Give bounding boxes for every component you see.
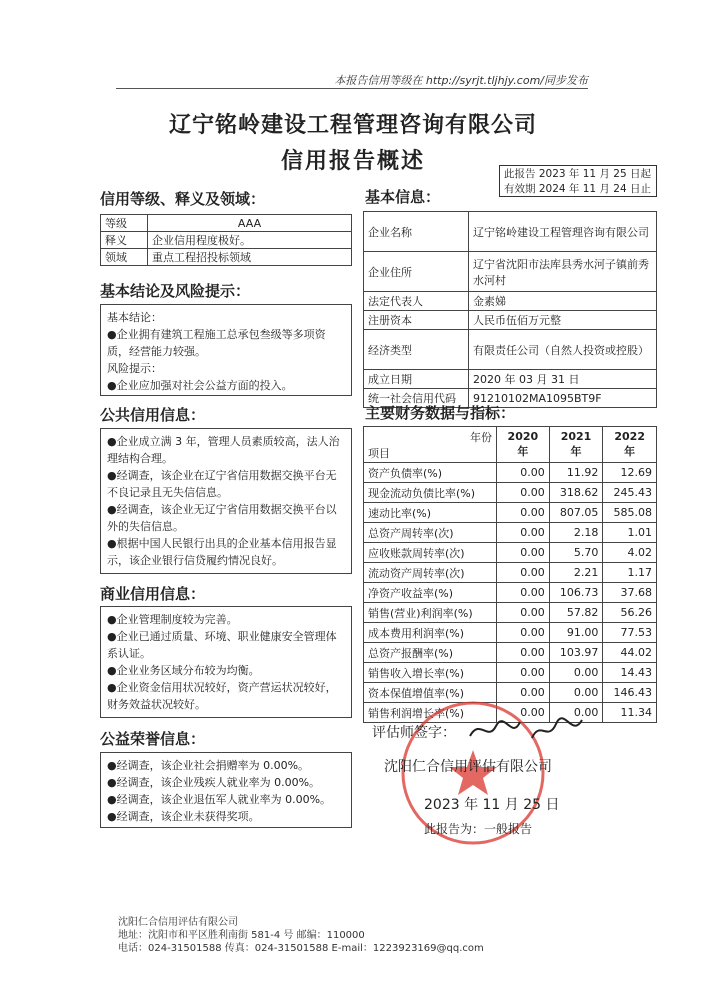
info-label: 经济类型 (364, 330, 469, 370)
business-credit-item: ●企业资金信用状况较好，资产营运状况较好，财务效益状况较好。 (107, 681, 337, 711)
validity-start: 此报告 2023 年 11 月 25 日起 (504, 168, 651, 180)
rating-label: 释义 (101, 232, 148, 249)
public-honor-box (100, 752, 352, 828)
footer-address: 地址：沈阳市和平区胜利南街 581-4 号 邮编：110000 (118, 930, 365, 941)
financial-value: 12.69 (603, 463, 657, 483)
financial-row (364, 503, 657, 523)
evaluator-signature (466, 712, 586, 748)
conclusion-line: 风险提示： (107, 362, 162, 375)
info-value: 辽宁铭岭建设工程管理咨询有限公司 (469, 212, 657, 252)
public-honor-item: ●经调查，该企业退伍军人就业率为 0.00%。 (107, 793, 332, 806)
financial-row (364, 563, 657, 583)
financial-value: 0.00 (497, 643, 550, 663)
rating-value: AAA (148, 215, 352, 232)
financial-item: 成本费用利润率(%) (364, 623, 497, 643)
evaluator-label: 评估师签字： (372, 725, 456, 741)
year-header: 2020 年 (497, 427, 550, 463)
signature-stroke (470, 718, 582, 738)
financial-item: 销售收入增长率(%) (364, 663, 497, 683)
conclusion-line: ●企业拥有建筑工程施工总承包叁级等多项资质，经营能力较强。 (107, 328, 326, 358)
financial-value: 57.82 (549, 603, 603, 623)
financial-corner (364, 427, 497, 463)
conclusion-heading: 基本结论及风险提示： (100, 282, 251, 300)
footer-company: 沈阳仁合信用评估有限公司 (118, 917, 238, 928)
financial-row (364, 623, 657, 643)
year-header: 2022 年 (603, 427, 657, 463)
financial-item: 现金流动负债比率(%) (364, 483, 497, 503)
financial-value: 5.70 (549, 543, 603, 563)
financial-row (364, 583, 657, 603)
financial-row (364, 463, 657, 483)
public-credit-heading: 公共信用信息： (100, 406, 206, 424)
financial-item: 应收账款周转率(次) (364, 543, 497, 563)
corner-year: 年份 (470, 430, 492, 444)
public-honor-item: ●经调查，该企业残疾人就业率为 0.00%。 (107, 776, 321, 789)
conclusion-line: ●企业应加强对社会公益方面的投入。 (107, 379, 293, 392)
financial-row (364, 543, 657, 563)
rating-value: 重点工程招投标领域 (148, 249, 352, 266)
financial-value: 37.68 (603, 583, 657, 603)
info-value: 2020 年 03 月 31 日 (469, 370, 657, 389)
public-credit-item: ●经调查，该企业无辽宁省信用数据交换平台以外的失信信息。 (107, 503, 337, 533)
public-credit-item: ●经调查，该企业在辽宁省信用数据交换平台无不良记录且无失信信息。 (107, 469, 337, 499)
financial-value: 0.00 (549, 683, 603, 703)
info-value: 金素娣 (469, 292, 657, 311)
report-date: 2023 年 11 月 25 日 (424, 797, 560, 813)
financial-heading: 主要财务数据与指标： (365, 404, 516, 422)
financial-item: 销售(营业)利润率(%) (364, 603, 497, 623)
year-header: 2021 年 (549, 427, 603, 463)
validity-box (499, 165, 657, 197)
financial-value: 0.00 (497, 663, 550, 683)
business-credit-heading: 商业信用信息： (100, 585, 206, 603)
financial-value: 0.00 (497, 623, 550, 643)
financial-value: 11.92 (549, 463, 603, 483)
info-label: 法定代表人 (364, 292, 469, 311)
financial-value: 0.00 (497, 603, 550, 623)
rating-company: 沈阳仁合信用评估有限公司 (384, 759, 552, 775)
financial-item: 销售利润增长率(%) (364, 703, 497, 723)
financial-row (364, 523, 657, 543)
financial-row (364, 643, 657, 663)
financial-value: 0.00 (497, 683, 550, 703)
financial-value: 0.00 (497, 483, 550, 503)
financial-value: 103.97 (549, 643, 603, 663)
public-credit-item: ●企业成立满 3 年，管理人员素质较高，法人治理结构合理。 (107, 435, 340, 465)
financial-value: 0.00 (497, 523, 550, 543)
basic-info-table (363, 211, 657, 408)
financial-value: 0.00 (497, 463, 550, 483)
financial-value: 56.26 (603, 603, 657, 623)
financial-item: 净资产收益率(%) (364, 583, 497, 603)
conclusion-line: 基本结论： (107, 311, 162, 324)
info-label: 统一社会信用代码 (364, 389, 469, 408)
financial-value: 0.00 (497, 543, 550, 563)
financial-value: 2.18 (549, 523, 603, 543)
financial-value: 1.17 (603, 563, 657, 583)
financial-item: 总资产周转率(次) (364, 523, 497, 543)
info-value: 91210102MA1095BT9F (469, 389, 657, 408)
basic-info-heading: 基本信息： (365, 188, 441, 206)
financial-value: 0.00 (497, 583, 550, 603)
financial-row (364, 483, 657, 503)
financial-item: 总资产报酬率(%) (364, 643, 497, 663)
conclusion-box (100, 304, 352, 396)
financial-value: 106.73 (549, 583, 603, 603)
financial-value: 14.43 (603, 663, 657, 683)
public-credit-box (100, 428, 352, 574)
public-honor-item: ●经调查，该企业社会捐赠率为 0.00%。 (107, 759, 310, 772)
business-credit-item: ●企业业务区域分布较为均衡。 (107, 664, 260, 677)
business-credit-item: ●企业已通过质量、环境、职业健康安全管理体系认证。 (107, 630, 337, 660)
validity-end: 有效期 2024 年 11 月 24 日止 (504, 183, 651, 195)
info-value: 有限责任公司（自然人投资或控股） (469, 330, 657, 370)
public-honor-heading: 公益荣誉信息： (100, 730, 206, 748)
public-credit-item: ●根据中国人民银行出具的企业基本信用报告显示，该企业银行信贷履约情况良好。 (107, 537, 337, 567)
footer-contact: 电话：024-31501588 传真：024-31501588 E-mail：1223923169@qq.com (118, 943, 484, 954)
info-label: 注册资本 (364, 311, 469, 330)
rating-value: 企业信用程度极好。 (148, 232, 352, 249)
financial-value: 0.00 (497, 703, 550, 723)
report-title: 信用报告概述 (280, 149, 425, 174)
info-label: 企业名称 (364, 212, 469, 252)
financial-item: 资产负债率(%) (364, 463, 497, 483)
financial-item: 速动比率(%) (364, 503, 497, 523)
financial-value: 1.01 (603, 523, 657, 543)
financial-value: 0.00 (497, 563, 550, 583)
info-label: 企业住所 (364, 252, 469, 292)
financial-value: 146.43 (603, 683, 657, 703)
rating-heading: 信用等级、释义及领域： (100, 190, 266, 208)
financial-item: 资本保值增值率(%) (364, 683, 497, 703)
footer (118, 916, 484, 955)
financial-value: 91.00 (549, 623, 603, 643)
financial-value: 4.02 (603, 543, 657, 563)
financial-row (364, 663, 657, 683)
publish-note: 本报告信用等级在 http://syrjt.tljhjy.com/同步发布 (334, 74, 588, 87)
financial-value: 245.43 (603, 483, 657, 503)
financial-value: 318.62 (549, 483, 603, 503)
rating-label: 领域 (101, 249, 148, 266)
business-credit-item: ●企业管理制度较为完善。 (107, 613, 238, 626)
financial-table (363, 426, 657, 723)
financial-item: 流动资产周转率(次) (364, 563, 497, 583)
corner-item: 项目 (368, 446, 390, 460)
financial-value: 0.00 (497, 503, 550, 523)
info-label: 成立日期 (364, 370, 469, 389)
info-value: 人民币伍佰万元整 (469, 311, 657, 330)
public-honor-item: ●经调查，该企业未获得奖项。 (107, 810, 260, 823)
financial-value: 11.34 (603, 703, 657, 723)
financial-value: 2.21 (549, 563, 603, 583)
financial-value: 44.02 (603, 643, 657, 663)
rating-table (100, 214, 352, 266)
financial-value: 585.08 (603, 503, 657, 523)
financial-value: 77.53 (603, 623, 657, 643)
info-value: 辽宁省沈阳市法库县秀水河子镇前秀水河村 (469, 252, 657, 292)
header-divider (116, 88, 588, 89)
business-credit-box (100, 606, 352, 718)
company-title: 辽宁铭岭建设工程管理咨询有限公司 (168, 113, 537, 138)
financial-value: 0.00 (549, 703, 603, 723)
financial-value: 807.05 (549, 503, 603, 523)
financial-row (364, 603, 657, 623)
rating-label: 等级 (101, 215, 148, 232)
report-type: 此报告为：一般报告 (424, 822, 533, 836)
financial-value: 0.00 (549, 663, 603, 683)
